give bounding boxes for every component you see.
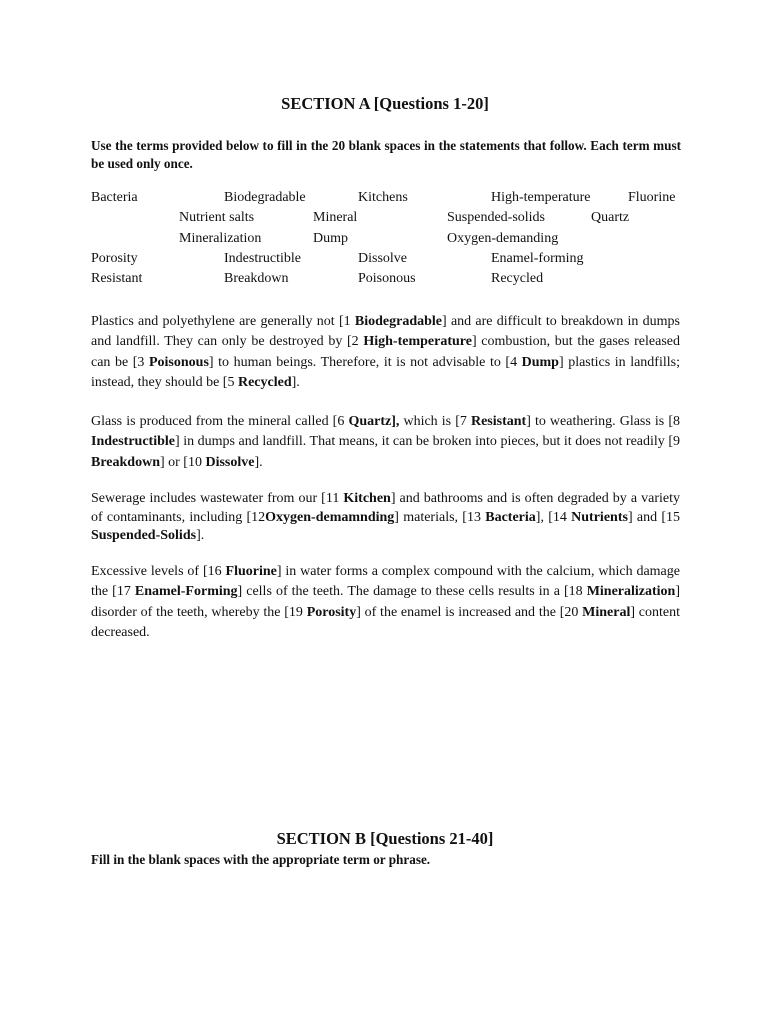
paragraph-sewerage: [91, 490, 680, 546]
paragraph-fluorine: [91, 562, 680, 644]
section-b-instruction: Fill in the blank spaces with the appropriate term or phrase.: [91, 852, 431, 867]
term: Mineralization: [179, 231, 262, 246]
paragraph-text: Glass is produced from the mineral called [6: [91, 414, 349, 429]
term: Bacteria: [91, 190, 138, 205]
answer-term: Resistant: [470, 414, 527, 429]
answer-term: Kitchen: [343, 491, 391, 506]
paragraph-text: ] to human beings. Therefore, it is not advisable to [4: [208, 354, 522, 370]
answer-term: Oxygen-demamnding: [265, 509, 395, 525]
paragraph-text: ] in water forms a complex compound with the calcium, which damage the [17: [91, 564, 680, 600]
paragraph-text: ] and [15: [627, 509, 681, 525]
term: Oxygen-demanding: [447, 231, 559, 246]
term: Indestructible: [224, 251, 301, 266]
section-b-heading: SECTION B [Questions 21-40]: [276, 829, 494, 848]
answer-term: Poisonous: [148, 354, 209, 370]
paragraph-text: ] and bathrooms and is often degraded by a variety of contaminants, including [12: [91, 491, 680, 525]
paragraph-text: ] disorder of the teeth, whereby the [19: [91, 584, 681, 620]
paragraph-text: Sewerage includes wastewater from our [11: [91, 491, 344, 506]
paragraph-text: ] in dumps and landfill. That means, it can be broken into pieces, but it does not readily [9: [175, 434, 680, 450]
paragraph-text: Plastics and polyethylene are generally not [1: [91, 314, 355, 329]
term: Poisonous: [358, 271, 416, 286]
answer-term: Bacteria: [485, 509, 536, 525]
term: Nutrient salts: [179, 210, 255, 225]
term: High-temperature: [491, 190, 591, 205]
section-a-instruction: Use the terms provided below to fill in the 20 blank spaces in the statements that follow. Each term must be used only once.: [91, 138, 681, 171]
answer-term: High-temperature: [363, 334, 472, 350]
answer-term: Fluorine: [225, 564, 277, 579]
paragraph-text: ].: [291, 375, 300, 391]
term: Biodegradable: [224, 190, 306, 205]
paragraph-text: ].: [196, 528, 205, 543]
term: Kitchens: [358, 190, 408, 205]
paragraph-text: ] or [10: [159, 454, 206, 470]
term: Mineral: [313, 210, 358, 225]
answer-term: Indestructible: [91, 434, 175, 450]
answer-term: Porosity: [306, 604, 357, 620]
term: Quartz: [591, 210, 630, 225]
term: Porosity: [91, 251, 138, 266]
answer-term: Recycled: [237, 375, 292, 391]
term: Breakdown: [224, 271, 289, 286]
paragraph-text: which is [7: [399, 414, 471, 429]
answer-term: Dump: [521, 354, 559, 370]
answer-term: Suspended-Solids: [91, 528, 197, 543]
paragraph-text: ], [14: [535, 509, 572, 525]
section-a-heading: SECTION A [Questions 1-20]: [281, 94, 489, 113]
paragraph-text: ] and are difficult to breakdown in dumps and landfill. They can only be destroyed by [2: [91, 314, 680, 350]
term: Resistant: [91, 271, 143, 286]
answer-term: Quartz],: [348, 414, 400, 429]
paragraph-text: ] cells of the teeth. The damage to these cells results in a [18: [237, 584, 587, 600]
term: Dissolve: [358, 251, 407, 266]
answer-term: Nutrients: [571, 509, 628, 525]
answer-term: Biodegradable: [354, 314, 443, 329]
term: Dump: [313, 231, 348, 246]
paragraph-text: ].: [254, 454, 263, 470]
answer-term: Enamel-Forming: [134, 584, 238, 600]
paragraph-text: ] materials, [13: [394, 509, 486, 525]
paragraph-text: ] content decreased.: [91, 604, 680, 641]
paragraph-text: ] of the enamel is increased and the [20: [356, 604, 583, 620]
paragraph-text: ] combustion, but the gases released can be [3: [91, 334, 680, 370]
answer-term: Dissolve: [205, 454, 255, 470]
paragraph-glass: [91, 412, 680, 473]
term: Fluorine: [628, 190, 676, 205]
term: Recycled: [491, 271, 544, 286]
answer-term: Mineralization: [586, 584, 676, 600]
answer-term: Breakdown: [91, 454, 160, 470]
answer-term: Mineral: [582, 604, 631, 620]
paragraph-plastics: [91, 312, 680, 394]
term: Enamel-forming: [491, 251, 584, 266]
paragraph-text: ] to weathering. Glass is [8: [526, 414, 680, 429]
paragraph-text: Excessive levels of [16: [91, 564, 226, 579]
term: Suspended-solids: [447, 210, 545, 225]
paragraph-text: ] plastics in landfills; instead, they should be [5: [91, 354, 680, 391]
